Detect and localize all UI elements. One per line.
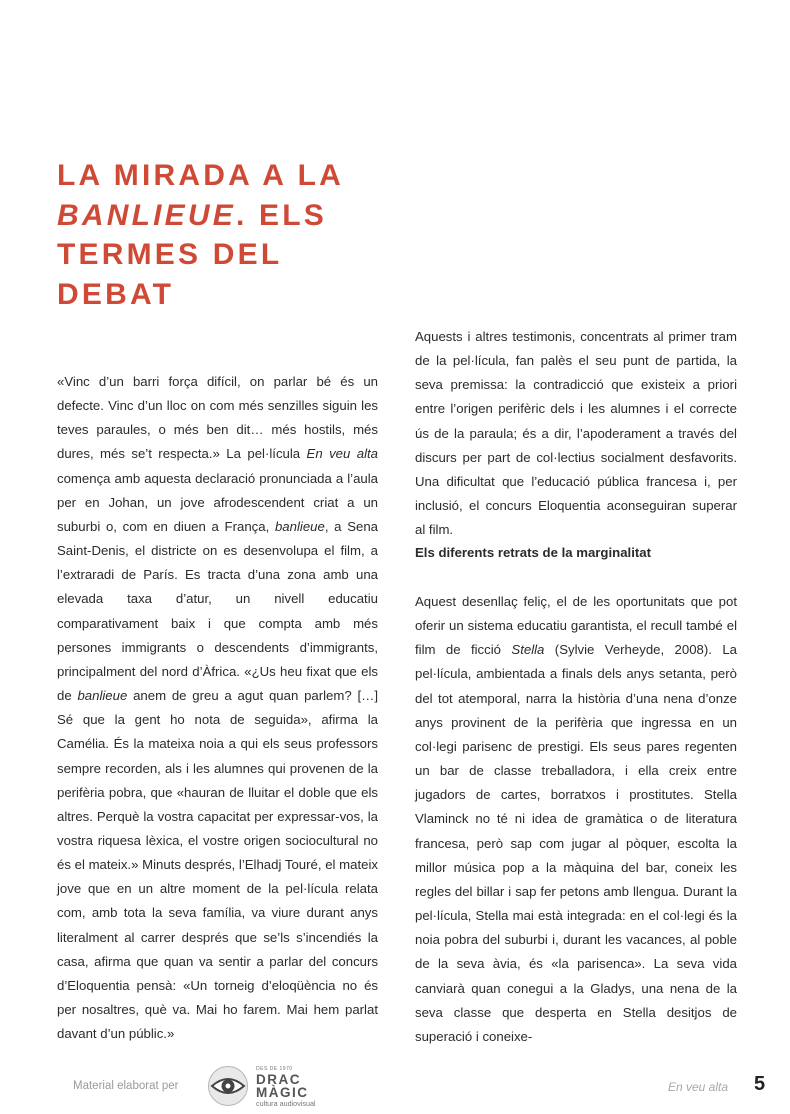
title-line1: LA MIRADA A LA [57,159,344,192]
left-text-4: anem de greu a agut quan parlem? […] Sé que la gent ho nota de seguida», afirma la Camélia. És la mateixa noia a qui els seus professors sempre recorden, als i les alumnes qui provenen de la perifèria pobra, que «hauran de lluitar el doble que els altres. Perquè la vostra capacitat per expressar-vos, la vostra riquesa lèxica, el vostre origen sociocultural no és el mateix.» Minuts després, l’Elhadj Touré, el mateix jove que en un altre moment de la pel·lícula relata com, amb tota la seva família, va viure durant anys literalment al carrer després que se’ls s’incendiés la casa, afirma que quan va sentir a parlar del concurs d’Eloquentia pensà: «Un torneig d’eloqüència no és per nosaltres, què va. Mai ho farem. Mai hem parlat davant d’un públic.» [57,688,378,1042]
footer-credit-label: Material elaborat per [73,1080,179,1092]
left-text-3: , a Sena Saint-Denis, el districte on es desenvolupa el film, a l’extraradi de París. Es tracta d’una zona amb una elevada taxa d’atur, un nivell educatiu comparativament baix i que compta amb més persones immigrants o descendents d’immigrants, principalment del nord d’Àfrica. «¿Us heu fixat que els de [57,518,378,704]
right-column-paragraph-1: Aquests i altres testimonis, concentrats al primer tram de la pel·lícula, fan palès el seu punt de partida, la seva premissa: la contradicció que existeix a priori entre l’origen perifèric dels i les alumnes i el correcte ús de la paraula; és a dir, l’apoderament a través del discurs per part de col·lectius socialment desfavorits. Una dificultat que l’educació pública francesa i, per inclusió, el concurs Eloquentia aconseguiran superar al film. [415,329,737,538]
logo-since: DES DE 1970 [256,1066,293,1072]
banlieue-term: banlieue [77,688,128,704]
right-column-paragraph-2 [415,590,737,1049]
left-text-1: «Vinc d’un barri força difícil, on parlar bé és un defecte. Vinc d’un lloc on com més senzilles siguin les teves paraules, o més ben dit… més hostils, més dures, més se’t respecta.» La pel·lícula [57,374,378,462]
film-title-inline: En veu alta [306,446,379,462]
left-column-paragraph [57,370,378,1046]
page-number: 5 [754,1073,766,1095]
page-title [57,156,377,314]
drac-magic-eye-icon [207,1065,249,1107]
film-title-inline: Stella [511,642,545,658]
footer-film-title: En veu alta [667,1080,728,1094]
logo-name-drac: DRAC [256,1072,301,1087]
logo-tagline: cultura audiovisual [256,1099,316,1108]
title-line2: . ELS TERMES DEL DEBAT [57,198,327,311]
banlieue-term: banlieue [274,518,325,534]
drac-magic-logo[interactable] [207,1063,347,1109]
section-subheading: Els diferents retrats de la marginalitat [415,545,651,560]
left-text-2: comença amb aquesta declaració pronunciada a l’aula per en Johan, un jove afrodescendent criat a un suburbi o, com en diuen a França, [57,470,378,534]
right-text-2: (Sylvie Verheyde, 2008). La pel·lícula, ambientada a finals dels anys setanta, però del tot atemporal, narra la història d’una nena d’onze anys provinent de la perifèria que ingressa en un col·legi parisenc de prestigi. Els seus pares regenten un bar de classe treballadora, i ella creix entre jugadors de cartes, borratxos i prostitutes. Stella Vlaminck no té ni idea de gramàtica o de literatura francesa, però sap com jugar al pòquer, escolta la millor música pop a la màquina del bar, coneix les regles del billar i sap fer petons amb llengua. Durant la pel·lícula, Stella mai està integrada: en el col·legi és la noia pobra del suburbi i, durant les vacances, al poble de la seva àvia, és «la parisenca». La seva vida canviarà quan conegui a la Gladys, una nena de la seva classe que desperta en Stella desitjos de superació i coneixe- [415,642,737,1044]
logo-name-magic: MÀGIC [256,1085,309,1100]
right-text-1: Aquest desenllaç feliç, el de les oportunitats que pot oferir un sistema educatiu garantista, el recull també el film de ficció [415,594,737,658]
title-banlieue: BANLIEUE [57,198,236,232]
